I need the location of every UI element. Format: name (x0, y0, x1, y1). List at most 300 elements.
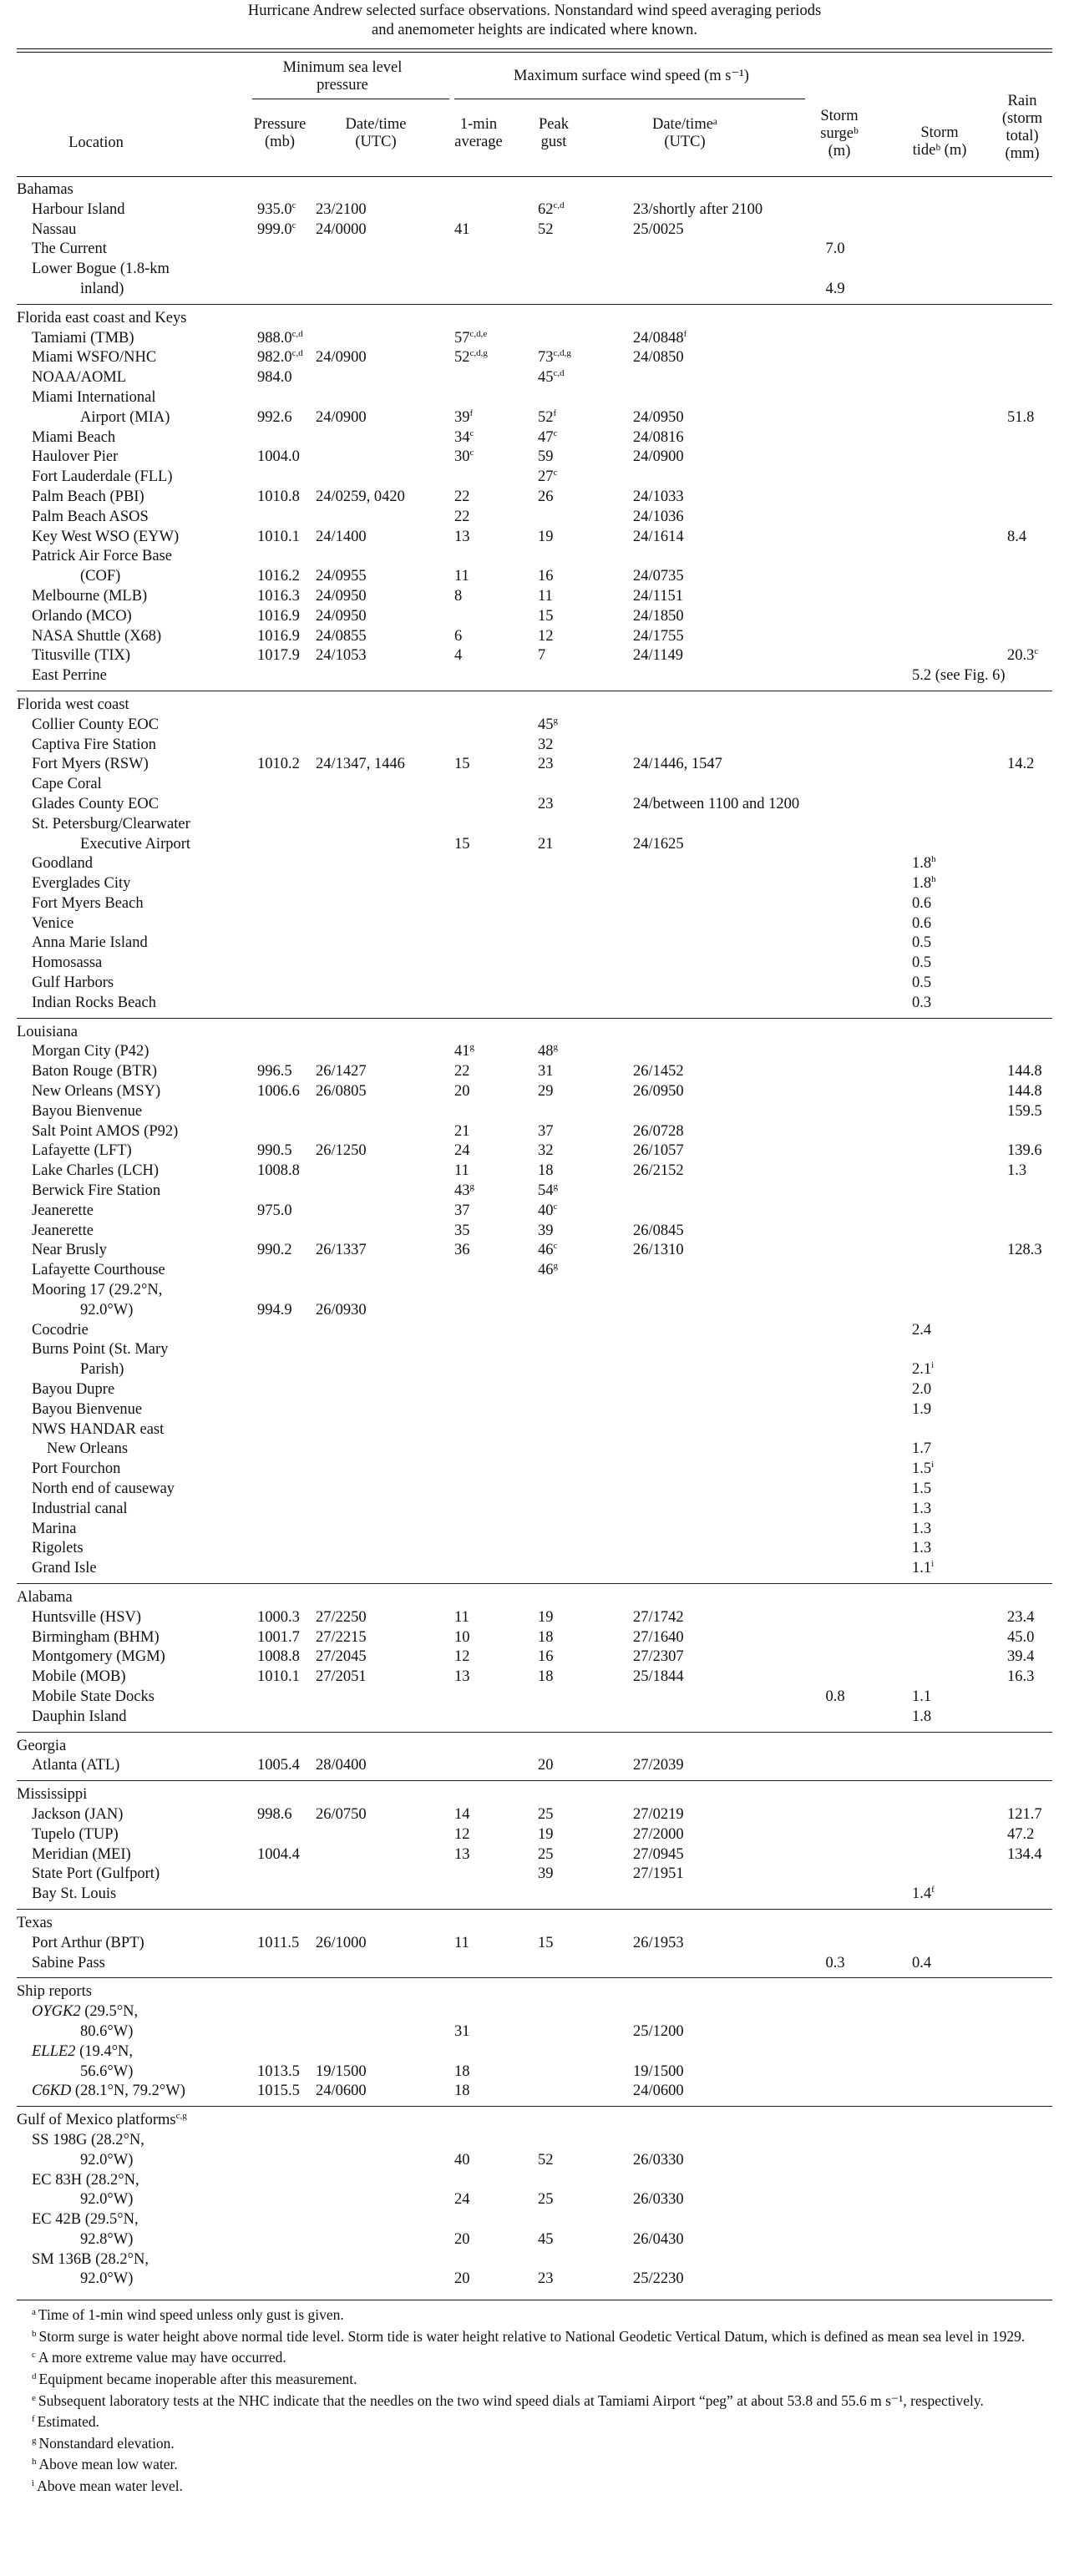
peak-gust-cell-value: 16 (538, 568, 554, 585)
wind-datetime-cell (633, 567, 884, 587)
location-name: 56.6°W) (80, 2062, 134, 2080)
pressure-cell (257, 627, 300, 647)
peak-gust-cell (538, 2151, 554, 2171)
wind-datetime-cell (633, 2270, 884, 2290)
peak-gust-cell-value: 48 (538, 1043, 554, 1060)
rain-cell-footnote-mark: c (1034, 646, 1039, 657)
storm-tide-cell-footnote-mark: i (931, 1360, 935, 1371)
pressure-cell-value: 1010.1 (257, 1668, 300, 1686)
header-storm-surge: Storm surgeᵇ (m) (820, 108, 859, 159)
one-min-cell-value: 13 (454, 1668, 470, 1686)
one-min-cell (454, 508, 470, 528)
location-name: Meridian (MEI) (32, 1845, 131, 1863)
location-name: Tupelo (TUP) (32, 1825, 119, 1843)
location-cell (32, 1756, 119, 1776)
storm-surge-cell (818, 240, 852, 260)
location-cell (32, 2002, 138, 2022)
pressure-cell (257, 646, 300, 666)
wind-datetime-cell (633, 220, 884, 240)
table-row (17, 468, 1052, 488)
storm-tide-cell (912, 854, 936, 874)
location-name: Montgomery (MGM) (32, 1648, 165, 1666)
peak-gust-cell-footnote-mark: g (553, 1182, 558, 1192)
one-min-cell-value: 22 (454, 488, 470, 505)
location-cell (32, 795, 159, 815)
peak-gust-cell-value: 46 (538, 1242, 554, 1259)
footnote-text: Above mean water level. (37, 2477, 183, 2495)
location-cell (32, 1934, 144, 1954)
peak-gust-cell-value: 45 (538, 2230, 554, 2248)
table-row (17, 508, 1052, 528)
location-name: Orlando (MCO) (32, 607, 132, 625)
wind-datetime-cell (633, 1647, 884, 1668)
pressure-cell (257, 1756, 300, 1776)
table-row (17, 1708, 1052, 1728)
wind-datetime-cell-value: 24/1036 (633, 508, 684, 525)
one-min-cell (454, 1141, 470, 1161)
table-row (17, 1934, 1052, 1954)
one-min-cell (454, 220, 470, 240)
location-cell (32, 329, 134, 349)
location-cell (32, 468, 173, 488)
rain-cell (1007, 528, 1026, 548)
table-row (17, 388, 1052, 408)
rain-cell-value: 23.4 (1007, 1608, 1035, 1626)
pressure-datetime-cell (316, 348, 367, 368)
location-cell (32, 1062, 157, 1082)
wind-datetime-cell (633, 1241, 884, 1261)
footnote (17, 2303, 1052, 2325)
table-row (17, 1460, 1052, 1480)
table-row (17, 736, 1052, 756)
footnote-mark: e (32, 2392, 36, 2403)
wind-datetime-cell (633, 1825, 884, 1845)
pressure-datetime-cell (316, 220, 367, 240)
footnote-text: Time of 1-min wind speed unless only gust is given. (38, 2306, 344, 2324)
location-cell (32, 1805, 123, 1825)
pressure-datetime-cell-value: 27/2051 (316, 1668, 367, 1686)
location-cell (47, 1440, 128, 1460)
pressure-cell-value: 1016.3 (257, 587, 300, 605)
header-storm-tide: Storm tideᵇ (m) (912, 124, 967, 159)
location-name: Anna Marie Island (32, 934, 148, 952)
pressure-cell (257, 1082, 300, 1102)
footnote (17, 2367, 1052, 2389)
location-name: Harbour Island (32, 200, 125, 218)
location-cell (32, 607, 132, 627)
wind-datetime-cell-value: 26/1057 (633, 1142, 684, 1160)
location-name: 92.8°W) (80, 2230, 134, 2248)
wind-datetime-cell (633, 1122, 884, 1142)
table-row (17, 775, 1052, 795)
section-heading (17, 696, 1052, 716)
location-name: Lake Charles (LCH) (32, 1162, 160, 1180)
pressure-cell-value: 996.5 (257, 1063, 292, 1081)
one-min-cell-value: 24 (454, 2191, 470, 2209)
wind-datetime-cell (633, 1628, 884, 1648)
peak-gust-cell (538, 1161, 554, 1182)
one-min-cell-value: 11 (454, 1934, 469, 1951)
one-min-cell (454, 1182, 474, 1202)
one-min-cell-value: 11 (454, 568, 469, 585)
pressure-cell-value: 998.6 (257, 1805, 292, 1823)
location-name (32, 2083, 185, 2099)
pressure-cell-value: 1006.6 (257, 1083, 300, 1101)
location-name: Morgan City (P42) (32, 1043, 149, 1060)
pressure-datetime-cell (316, 2062, 367, 2083)
wind-datetime-cell-value: 24/between 1100 and 1200 (633, 795, 800, 812)
rain-cell (1007, 1608, 1034, 1628)
location-cell (32, 1400, 142, 1420)
table-row (17, 1202, 1052, 1222)
one-min-cell-value: 37 (454, 1202, 470, 1219)
peak-gust-cell (538, 368, 565, 388)
section-heading-footnote-mark: c,g (175, 2111, 187, 2122)
wind-datetime-cell-value: 24/0950 (633, 408, 684, 426)
peak-gust-cell-value: 15 (538, 607, 554, 625)
peak-gust-cell (538, 1062, 554, 1082)
peak-gust-cell-value: 52 (538, 220, 554, 238)
location-cell (80, 2270, 133, 2290)
wind-datetime-cell (633, 348, 884, 368)
pressure-cell (257, 1668, 300, 1688)
location-cell (80, 2151, 133, 2171)
one-min-cell-value: 15 (454, 835, 470, 853)
location-name (32, 2043, 133, 2060)
location-name: Palm Beach ASOS (32, 508, 149, 525)
location-name: Everglades City (32, 875, 131, 893)
location-cell (32, 1182, 160, 1202)
station-coords: (19.4°N, (75, 2042, 133, 2060)
storm-tide-cell-value: 1.1 (912, 1688, 932, 1705)
peak-gust-cell-value: 19 (538, 528, 554, 545)
footnote-mark: c (32, 2350, 36, 2361)
pressure-cell (257, 368, 292, 388)
wind-datetime-cell (633, 646, 884, 666)
location-name: Bayou Bienvenue (32, 1102, 143, 1120)
location-cell (32, 1082, 160, 1102)
pressure-cell (257, 329, 303, 349)
peak-gust-cell-footnote-mark: c (553, 428, 558, 438)
wind-datetime-cell (633, 1062, 884, 1082)
location-cell (32, 1628, 160, 1648)
location-cell (32, 260, 170, 280)
peak-gust-cell (538, 1805, 554, 1825)
pressure-cell-value: 1005.4 (257, 1757, 300, 1774)
wind-datetime-cell (633, 1222, 884, 1242)
table-row (17, 1845, 1052, 1865)
table-row (17, 607, 1052, 627)
location-name: inland) (80, 280, 124, 297)
location-cell (32, 1885, 116, 1905)
peak-gust-cell-value: 27 (538, 468, 554, 486)
pressure-datetime-cell (316, 1647, 367, 1668)
location-cell (80, 2230, 133, 2250)
location-name: Miami WSFO/NHC (32, 349, 157, 367)
pressure-cell-value: 1010.2 (257, 756, 300, 773)
station-coords: (28.1°N, 79.2°W) (71, 2083, 185, 2100)
pressure-cell-value: 990.5 (257, 1142, 292, 1160)
peak-gust-cell-value: 18 (538, 1162, 554, 1180)
wind-datetime-cell-value: 25/0025 (633, 220, 684, 238)
wind-datetime-cell (633, 1934, 884, 1954)
pressure-cell-value: 992.6 (257, 408, 292, 426)
rain-cell-value: 134.4 (1007, 1845, 1042, 1863)
wind-datetime-cell (633, 408, 884, 428)
peak-gust-cell (538, 1241, 557, 1261)
location-name: Indian Rocks Beach (32, 994, 156, 1011)
location-cell (32, 1261, 165, 1281)
peak-gust-cell (538, 646, 545, 666)
wind-datetime-cell (633, 1865, 884, 1885)
peak-gust-cell (538, 627, 554, 647)
footnote-text: Storm surge is water height above normal tide level. Storm tide is water height relative to National Geodetic Vertical Datum, which is defined as mean sea level in 1929. (38, 2327, 1026, 2345)
wind-datetime-cell (633, 2082, 884, 2102)
location-name: Rigolets (32, 1540, 84, 1557)
header-pressure-group: Minimum sea level pressure (282, 59, 403, 94)
table-section (17, 304, 1052, 686)
location-name: New Orleans (MSY) (32, 1083, 161, 1101)
footnote-mark: i (32, 2478, 35, 2489)
storm-tide-cell (912, 934, 931, 954)
storm-tide-cell-value: 0.5 (912, 954, 932, 972)
table-row (17, 329, 1052, 349)
one-min-cell (454, 1668, 470, 1688)
pressure-datetime-cell-value: 24/1347, 1446 (316, 756, 405, 773)
storm-tide-cell-value: 1.4 (912, 1885, 932, 1903)
pressure-cell (257, 1608, 300, 1628)
location-cell (32, 2171, 139, 2191)
one-min-cell-value: 34 (454, 428, 470, 446)
pressure-cell (257, 488, 300, 508)
footnote-mark: f (32, 2414, 35, 2425)
one-min-cell-value: 36 (454, 1242, 470, 1259)
storm-tide-cell-value: 0.4 (912, 1954, 932, 1971)
location-cell (32, 1647, 165, 1668)
rain-cell (1007, 1805, 1042, 1825)
footnote-text: Subsequent laboratory tests at the NHC indicate that the needles on the two wind speed dials at Tamiami Airport “peg” at about 53.8 and 55.6 m s⁻¹, respectively. (38, 2391, 984, 2409)
location-cell (32, 1825, 119, 1845)
peak-gust-cell-value: 20 (538, 1757, 554, 1774)
pressure-cell (257, 1845, 300, 1865)
peak-gust-cell (538, 2230, 554, 2250)
header-location: Location (68, 134, 124, 151)
table-row (17, 874, 1052, 894)
location-name: Captiva Fire Station (32, 736, 157, 753)
one-min-cell-value: 12 (454, 1648, 470, 1666)
section-heading (17, 180, 1052, 200)
pressure-cell (257, 1805, 292, 1825)
location-cell (80, 1301, 133, 1321)
wind-datetime-cell-value: 24/1446, 1547 (633, 756, 722, 773)
wind-datetime-cell (633, 1668, 884, 1688)
location-name: Haulover Pier (32, 448, 119, 466)
location-cell (32, 368, 126, 388)
pressure-datetime-cell (316, 646, 367, 666)
one-min-cell (454, 1628, 470, 1648)
footnote (17, 2452, 1052, 2474)
location-name: Palm Beach (PBI) (32, 488, 144, 505)
pressure-datetime-cell-value: 19/1500 (316, 2062, 367, 2080)
wind-datetime-cell-value: 27/1640 (633, 1628, 684, 1646)
wind-datetime-cell (633, 1161, 884, 1182)
pressure-cell-footnote-mark: c (291, 200, 296, 210)
peak-gust-cell-value: 15 (538, 1934, 554, 1951)
location-name: Marina (32, 1520, 77, 1537)
section-heading-label: Alabama (17, 1588, 73, 1606)
wind-datetime-cell-value: 24/1149 (633, 647, 683, 665)
wind-datetime-cell (633, 508, 884, 528)
location-name: 92.0°W) (80, 2270, 134, 2288)
wind-datetime-cell-value: 27/0219 (633, 1805, 684, 1823)
location-name: 92.0°W) (80, 2191, 134, 2209)
location-name: Berwick Fire Station (32, 1182, 161, 1200)
peak-gust-cell (538, 1845, 554, 1865)
pressure-cell (257, 1301, 292, 1321)
location-cell (32, 914, 73, 934)
table-section (17, 1018, 1052, 1579)
location-cell (32, 1281, 162, 1301)
location-name: EC 83H (28.2°N, (32, 2171, 139, 2189)
one-min-cell-footnote-mark: c (469, 448, 474, 458)
rain-cell (1007, 1845, 1042, 1865)
table-row (17, 1500, 1052, 1520)
section-divider (17, 1018, 1052, 1019)
peak-gust-cell (538, 716, 558, 736)
one-min-cell (454, 348, 488, 368)
storm-tide-cell (912, 954, 931, 974)
wind-datetime-cell (633, 448, 884, 468)
storm-tide-cell (912, 974, 931, 994)
location-cell (32, 1865, 160, 1885)
peak-gust-cell-value: 23 (538, 2270, 554, 2288)
peak-gust-cell (538, 1825, 554, 1845)
storm-tide-cell (912, 1539, 931, 1559)
wind-datetime-cell (633, 428, 884, 448)
one-min-cell (454, 1062, 470, 1082)
pressure-datetime-cell-value: 27/2250 (316, 1608, 367, 1626)
one-min-cell-value: 22 (454, 508, 470, 525)
location-name: Industrial canal (32, 1500, 128, 1517)
table-row (17, 1865, 1052, 1885)
location-name: Lower Bogue (1.8-km (32, 261, 170, 278)
table-row (17, 1954, 1052, 1974)
table-section (17, 1909, 1052, 1973)
location-name: Birmingham (BHM) (32, 1628, 160, 1646)
peak-gust-cell (538, 1042, 558, 1062)
table-row (17, 2210, 1052, 2230)
table-row (17, 1440, 1052, 1460)
table-row (17, 1608, 1052, 1628)
table-row-continuation (17, 2151, 1052, 2171)
location-name: Glades County EOC (32, 795, 160, 812)
rain-cell (1007, 1241, 1042, 1261)
peak-gust-cell-value: 29 (538, 1083, 554, 1101)
location-name: Burns Point (St. Mary (32, 1341, 169, 1359)
wind-datetime-cell (633, 795, 884, 815)
rain-cell (1007, 1141, 1042, 1161)
footnote-mark: h (32, 2457, 37, 2467)
storm-tide-cell (912, 1688, 931, 1708)
peak-gust-cell-value: 19 (538, 1608, 554, 1626)
table-row (17, 1281, 1052, 1301)
header-one-min: 1-min average (454, 116, 503, 150)
one-min-cell-value: 41 (454, 1043, 470, 1060)
one-min-cell-value: 11 (454, 1608, 469, 1626)
location-name: St. Petersburg/Clearwater (32, 815, 190, 833)
location-name: Tamiami (TMB) (32, 329, 134, 347)
pressure-cell-value: 1001.7 (257, 1628, 300, 1646)
wind-datetime-cell-value: 24/1151 (633, 587, 683, 605)
location-name: Mooring 17 (29.2°N, (32, 1282, 163, 1299)
location-name: Lafayette (LFT) (32, 1142, 132, 1160)
peak-gust-cell-value: 47 (538, 428, 554, 446)
one-min-cell (454, 646, 462, 666)
location-cell (80, 280, 124, 300)
table-row (17, 1885, 1052, 1905)
location-cell (32, 1380, 114, 1400)
peak-gust-cell-value: 54 (538, 1182, 554, 1200)
one-min-cell (454, 1241, 470, 1261)
header-pressure: Pressure (mb) (253, 116, 307, 150)
location-cell (80, 2190, 133, 2210)
one-min-cell (454, 627, 462, 647)
footnote-mark: a (32, 2307, 36, 2318)
pressure-cell (257, 408, 292, 428)
location-cell (32, 1141, 132, 1161)
peak-gust-cell (538, 607, 554, 627)
peak-gust-cell-footnote-mark: c,d (553, 200, 565, 210)
storm-tide-cell (912, 874, 936, 894)
table-row (17, 2002, 1052, 2022)
location-cell (32, 2131, 144, 2151)
peak-gust-cell-value: 32 (538, 1142, 554, 1160)
pressure-cell-value: 1017.9 (257, 647, 300, 665)
pressure-cell-value: 1016.9 (257, 627, 300, 645)
location-cell (80, 1360, 124, 1380)
pressure-datetime-cell (316, 1301, 367, 1321)
pressure-cell (257, 2062, 300, 2083)
peak-gust-cell (538, 1261, 558, 1281)
location-name: Fort Myers Beach (32, 894, 144, 912)
table-row (17, 1688, 1052, 1708)
one-min-cell-value: 4 (454, 647, 463, 665)
footnote-text: Nonstandard elevation. (38, 2434, 175, 2452)
wind-datetime-cell (633, 200, 884, 220)
peak-gust-cell (538, 795, 554, 815)
storm-tide-cell-value: 0.6 (912, 894, 932, 912)
table-body (17, 180, 1052, 2290)
one-min-cell (454, 1161, 469, 1182)
table-row-continuation (17, 2270, 1052, 2290)
pressure-cell (257, 220, 296, 240)
wind-datetime-cell (633, 2022, 884, 2042)
wind-datetime-cell (633, 1082, 884, 1102)
pressure-cell-value: 1011.5 (257, 1934, 300, 1951)
pressure-datetime-cell-value: 27/2215 (316, 1628, 367, 1646)
one-min-cell (454, 1082, 470, 1102)
rain-cell-value: 16.3 (1007, 1668, 1035, 1686)
wind-datetime-cell (633, 2062, 884, 2083)
wind-datetime-cell-value: 24/0900 (633, 448, 684, 466)
pressure-cell (257, 1141, 292, 1161)
pressure-cell (257, 348, 303, 368)
peak-gust-cell-value: 16 (538, 1648, 554, 1666)
one-min-cell-value: 20 (454, 2270, 470, 2288)
storm-tide-cell-footnote-mark: h (931, 854, 936, 865)
storm-tide-cell-value: 1.8 (912, 855, 932, 873)
wind-datetime-cell-value: 26/1310 (633, 1242, 684, 1259)
